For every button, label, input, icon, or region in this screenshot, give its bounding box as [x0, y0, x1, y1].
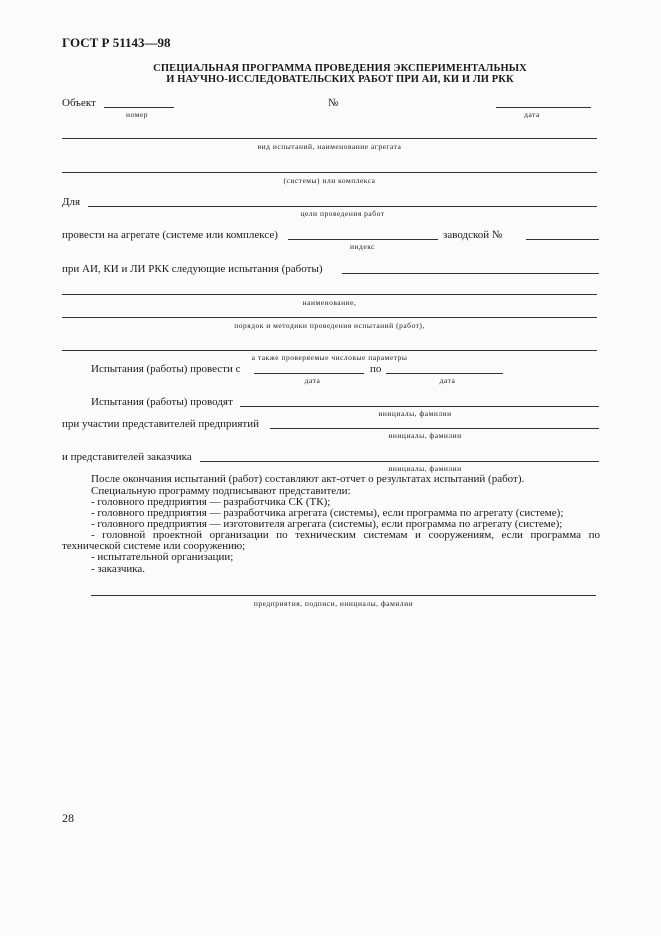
participants-label: при участии представителей предприятий [62, 418, 259, 430]
customer-label: и представителей заказчика [62, 451, 192, 463]
period-from-field[interactable] [254, 373, 364, 374]
conduct-field[interactable] [240, 406, 599, 407]
period-to-field[interactable] [386, 373, 503, 374]
participants-field[interactable] [270, 428, 599, 429]
caption-test-type: вид испытаний, наименование агрегата [257, 142, 402, 151]
document-code: ГОСТ Р 51143—98 [62, 35, 171, 50]
for-label: Для [62, 196, 81, 208]
object-label: Объект [62, 97, 96, 109]
period-label: Испытания (работы) провести с [91, 363, 241, 375]
conduct-label: Испытания (работы) проводят [91, 396, 233, 408]
period-to-label: по [370, 363, 382, 375]
tests-field[interactable] [342, 273, 599, 274]
caption-index: индекс [350, 242, 375, 251]
caption-number: номер [126, 110, 148, 119]
list-item: - головного предприятия — разработчика агрегата (системы), если программа по агрегату (системе); [91, 507, 564, 519]
caption-date: дата [524, 110, 540, 119]
factory-number-field[interactable] [526, 239, 599, 240]
params-field[interactable] [62, 350, 597, 351]
caption-goals: цели проведения работ [300, 209, 385, 218]
caption-system: (системы) или комплекса [283, 176, 376, 185]
caption-initials-1: инициалы, фамилии [378, 409, 452, 418]
tests-label: при АИ, КИ и ЛИ РКК следующие испытания (работы) [62, 263, 323, 275]
caption-procedure: порядок и методики проведения испытаний (работ), [234, 321, 425, 330]
caption-initials-2: инициалы, фамилии [388, 431, 462, 440]
perform-on-label: провести на агрегате (системе или комплексе) [62, 229, 278, 241]
signed-by-text: Специальную программу подписывают представители: [91, 485, 351, 497]
caption-date-from: дата [304, 376, 321, 385]
caption-signatures: предприятия, подписи, инициалы, фамилии [253, 599, 414, 608]
list-item: - головного предприятия — изготовителя агрегата (системы), если программа по агрегату (системе); [91, 518, 563, 530]
test-type-field[interactable] [62, 138, 597, 139]
tests-name-field[interactable] [62, 294, 597, 295]
page-number: 28 [62, 811, 74, 825]
title-line-2: И НАУЧНО-ИССЛЕДОВАТЕЛЬСКИХ РАБОТ ПРИ АИ, КИ И ЛИ РКК [166, 74, 514, 85]
list-item-continuation: технической системе или сооружению; [62, 540, 246, 552]
goals-field[interactable] [88, 206, 597, 207]
after-tests-text: После окончания испытаний (работ) составляют акт-отчет о результатах испытаний (работ). [91, 473, 525, 485]
caption-params: а также проверяемые числовые параметры [251, 353, 408, 362]
caption-name: наименование, [302, 298, 357, 307]
caption-initials-3: инициалы, фамилии [388, 464, 462, 473]
procedure-field[interactable] [62, 317, 597, 318]
customer-field[interactable] [200, 461, 599, 462]
caption-date-to: дата [439, 376, 456, 385]
list-item: - заказчика. [91, 563, 146, 575]
factory-number-label: заводской № [443, 229, 503, 241]
list-item: - головного предприятия — разработчика СК (ТК); [91, 496, 331, 508]
title-line-1: СПЕЦИАЛЬНАЯ ПРОГРАММА ПРОВЕДЕНИЯ ЭКСПЕРИМЕНТАЛЬНЫХ [153, 63, 527, 74]
object-date-field[interactable] [496, 107, 591, 108]
signatures-field[interactable] [91, 595, 596, 596]
object-number-field[interactable] [104, 107, 174, 108]
system-field[interactable] [62, 172, 597, 173]
list-item: - головной проектной организации по техническим системам и сооружениям, если программа по [91, 529, 600, 541]
number-sign: № [328, 97, 339, 109]
list-item: - испытательной организации; [91, 551, 234, 563]
index-field[interactable] [288, 239, 438, 240]
